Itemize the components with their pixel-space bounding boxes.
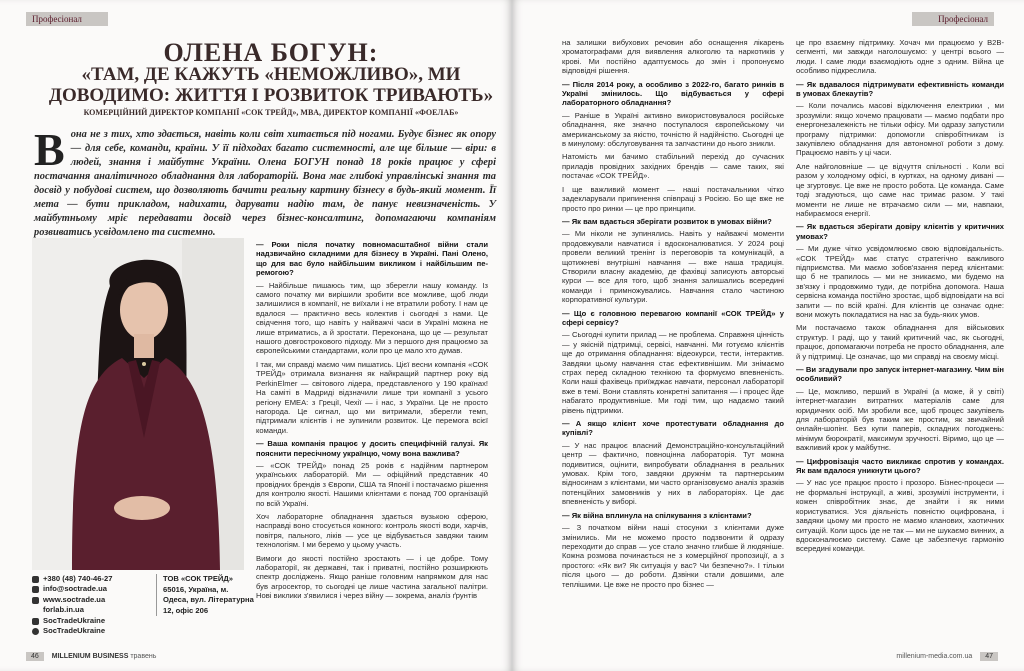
question-8: — Як вдавалося підтримувати ефективність команди в умовах блекаутів? [796,79,1004,99]
article-subtitle: КОМЕРЦІЙНИЙ ДИРЕКТОР КОМПАНІЇ «СОК ТРЕЙД», MBA, ДИРЕКТОР КОМПАНІЇ «ФОЕЛАБ» [83,108,459,117]
answer-10: — Це, можливо, перший в Україні (а може, й у світі) інтернет-магазин витратних матеріалів саме для юридичних осіб. Ми зробили все, щоб процес закупівель для лабораторій був таким же простим, як звичайний онлайн-шопінг. Без купи паперів, складних погоджень: мінімум бюрократії, максимум зручності. Віримо, що це — важливий крок у майбутнє. [796,386,1004,453]
contact-site-1[interactable]: www.soctrade.ua [32,595,244,606]
globe-icon [32,597,39,604]
page-number: 46 [26,652,44,661]
answer-8: — Коли почались масові відключення електрики , ми зрозуміли: якщо хочемо працювати — маємо подбати про енергонезалежність не тільки офісу. Ми одразу запустили програму підтримки: допомогли співробітникам із закупівлею обладнання для автономної роботи з дому. Працюємо навіть у ці часи. [796,101,1004,158]
email-icon [32,586,39,593]
answer-5: — Сьогодні купити прилад — не проблема. Справжня цінність — у якісній підтримці, сервісі, навчанні. Ми готуємо клієнтів ще до отримання обладнання: відеокурси, тести, інтерактив. Завдяки цьому навчання стає ефективнішим. Ми знімаємо страх перед складною технікою та формуємо впевненість. Коли наші фахівець приїжджає навчати, персонал лабораторії вже в темі. Вони ставлять конкретні запитання — і процес йде набагато продуктивніше. Ми годі тим, що надаємо такий рівень підтримки. [562,330,784,415]
question-2: — Ваша компанія працює у досить специфічній галузі. Як пояснити пересічному українцю, чому вона важлива? [256,439,488,458]
answer-9b: Ми постачаємо також обладнання для військових структур. І раді, що у такий критичний час, як сьогодні, працює, допомагаючи потреба не просто обладнання, але й у підтримці. Це означає, що ми справді на своєму місці. [796,323,1004,361]
left-column-text [256,240,488,605]
article-title-quote: «ТАМ, ДЕ КАЖУТЬ «НЕМОЖЛИВО», МИ ДОВОДИМО: ЖИТТЯ І РОЗВИТОК ТРИВАЮТЬ» [48,64,494,106]
contacts-block [32,573,254,644]
question-5: — Що є головною перевагою компанії «СОК ТРЕЙД» у сфері сервісу? [562,308,784,327]
answer-6: — У нас працює власний Демонстраційно-консультаційний центр — фактично, повноцінна лабораторія. Тут можна подивитися, оцінити, випробувати обладнання в реальних умовах. Крім того, завдяки дружнім та партнерським відносинам з клієнтами, ми часто організовуємо аналіз зразків потенційних замовників у них в лабораторіях. Це дає впевненість у виборі. [562,440,784,507]
right-column-1 [562,38,784,593]
right-column-2 [796,38,1004,558]
question-11: — Цифровізація часто викликає спротив у командах. Як вам вдалося уникнути цього? [796,456,1004,476]
section-tab: Професіонал [912,12,994,26]
continued-text: на залишки вибухових речовин або оснащення лікарень хроматографами для виявлення алкоголю та наркотиків у крові. Ми постійно адаптуємось до змін і пропонуємо відповідні рішення. [562,38,784,76]
contact-email[interactable]: info@soctrade.ua [32,585,244,596]
answer-11: — У нас усе працює просто і прозоро. Бізнес-процеси — не формальні інструкції, а живі, зрозумілі інструменти, і кожен співробітник знає, де знайти і як ними користуватися. Уся діяльність повністю оцифрована, і завдяки цьому ми просто не маємо кланових, хаотичних ситуацій. Коли щось іде не так — ми не шукаємо винних, а вдосконалюємо систему. Саме це забезпечує гармонію всередині команди. [796,478,1004,554]
question-4: — Як вам вдається зберігати розвиток в умовах війни? [562,216,772,226]
article-title-name: ОЛЕНА БОГУН: [163,38,379,67]
lead-paragraph [34,124,496,240]
answer-3c: І ще важливий момент — наші постачальники чітко задекларували припинення співпраці з Росією. Бо ще вже не просто про ринки — це про принципи. [562,184,784,213]
contact-social-1[interactable]: SocTradeUkraine [32,616,244,627]
continued-text-2: це про взаємну підтримку. Хочач ми працюємо у B2B-сегменті, ми завжди наголошуємо: у центрі всього — люди. І саме люди взаємодіють одне з одним. Війна це особливо підкреслила. [796,38,1004,76]
page-number: 47 [980,652,998,661]
website: millenium-media.com.ua [896,653,973,660]
answer-4: — Ми ніколи не зупинялись. Навіть у найважчі моменти продовжували навчатися і вдосконалюватися. У 2024 році провели великий тренінг із переговорів та комунікацій, а щотижневі внутрішні навчання — вже наша традиція. Створили власну академію, де фахівці записують авторські курси — все для того, щоб знання залишались всередині команди і примножувались. Навчання стало частиною корпоративної культури. [562,229,784,305]
answer-2b: Хоч лабораторне обладнання здається вузькою сферою, насправді воно стосується кожного: контроль якості води, харчів, повітря, пального, ліків — усе це відбувається завдяки таким технологіям. І ми беремо у цьому участь. [256,511,488,550]
answer-3: — Раніше в Україні активно використовувалося російське обладнання, яке значно поступалося європейському чи американському за якістю, точністю й надійністю. Сьогодні це в минулому: обслуговування та запчастини до нього зникли. [562,110,784,149]
drop-cap: В [34,124,65,175]
question-7: — Як війна вплинула на спілкування з клієнтами? [562,510,752,520]
answer-8b: Але найголовніше — це відчуття спільності . Коли всі разом у холодному офісі, в куртках, на одному дивані — це згуртовує. Це вже не просто робота. Це команда. Саме тоді згадуються, що саме нас тримає разом. У такі моменти не лише не втрачаємо сили — ми, навпаки, набираємося енергії. [796,161,1004,218]
right-footer [896,652,998,661]
phone-icon [32,576,39,583]
answer-1: — Найбільше пишаюсь тим, що зберегли нашу команду. Із самого початку ми вирішили зробити все можливе, щоб люди залишилися в компанії, не виїхали і не втратили роботу. І нам це вдалося — практично весь колектив і сьогодні з нами. Це свідчення того, що навіть у найважчі часи в Україні можна не лише втриматись, а й зростати. Переконана, що це — результат нашого довгострокового підходу. Ми з першого дня працюємо за європейськими стандартами, коли про це мало хто думав. [256,280,488,356]
section-tab: Професіонал [26,12,108,26]
right-page [512,0,1024,671]
facebook-icon [32,628,39,635]
contact-site-2[interactable]: forlab.in.ua [32,606,244,617]
blank-icon [32,607,39,614]
question-3: — Після 2014 року, а особливо з 2022-го, багато ринків в Україні змінилось. Що відбувається у сфері лабораторного обладнання? [562,79,784,108]
answer-9: — Ми дуже чітко усвідомлюємо свою відповідальність. «СОК ТРЕЙД» має статус стратегічно важливого підприємства. Ми маємо зобов'язання перед клієнтами: що б не трапилось — ми не зникаємо, ми будемо на зв'язку і продовжимо туди, де потрібна допомога. Наша сервісна команда постійно зростає, щоб відповідати на всі запити — по всій країні. Для клієнтів це означає одне: вони можуть покладатися на нас за будь-яких умов. [796,244,1004,319]
portrait-illustration [32,238,244,570]
left-footer [26,652,156,661]
answer-7: — З початком війни наші стосунки з клієнтами дуже змінились. Ми не можемо просто подзвонити й одразу переходити до справ — усе стало значно глибше й людяніше. Кожна розмова починається не з комерційної пропозиції, а з простого: «Як ви? Як ситуація у вас? Чи безпечно?». І тільки після цього — до роботи. Дзвінки стали довшими, але теплішими. Це вже не просто про бізнес — [562,523,784,589]
answer-2c: Вимоги до якості постійно зростають — і це добре. Тому лабораторії, як державні, так і приватні, постійно розширюють спектр досліджень. Якщо раніше головним напрямком для нас був агросектор, то сьогодні це лише частина загальної палітри. Нові виклики з'явилися і через війну — зокрема, аналіз ґрунтів [256,553,488,601]
question-10: — Ви згадували про запуск інтернет-магазину. Чим він особливий? [796,365,1004,384]
question-6: — А якщо клієнт хоче протестувати обладнання до купівлі? [562,419,784,438]
portrait-photo [32,238,244,570]
question-1: — Роки після початку повномасштабної війни стали надзвичайно складними для бізнесу в Україні. Пані Олено, що для вас було найбільшим викликом і найбільшим перемогою? [256,240,488,278]
social-icon [32,618,39,625]
answer-2: — «СОК ТРЕЙД» понад 25 років є надійним партнером українських лабораторій. Ми — офіційний представник 40 провідних брендів з Європи, США та Японії і постачаємо рішення для контролю якості. Нашими клієнтами є понад 700 організацій по всій Україні. [256,460,488,508]
question-9: — Як вдається зберігати довіру клієнтів у критичних умовах? [796,222,1004,241]
company-address: ТОВ «СОК ТРЕЙД» 65016, Україна, м. Одеса, вул. Літературна 12, офіс 206 [156,574,255,616]
contact-phone: +380 (48) 740-46-27 [32,574,244,585]
magazine-name: MILLENIUM BUSINESS [51,653,129,660]
issue-month: травень [130,653,157,660]
contact-social-2[interactable]: SocTradeUkraine [32,627,244,638]
lead-text: она не з тих, хто здається, навіть коли світ хитається під ногами. Будує бізнес як опору — для себе, команди, країни. У її підходах багато системності, але ще більше — віри: в людей, знання і майбутнє України. Олена БОГУН понад 18 років працює у сфері постачання аналітичного обладнання для лабораторій. Вона має глибокі управлінські знання та досвід у побудові систем, що дозволяють бачити реальну картину бізнесу в будь-який момент. Її мета — бути прикладом, надихати, дарувати надію там, де панує невизначеність. У майбутньому мріє передавати досвід через бізнес-консалтинг, допомагаючи компаніям розвиватись усвідомлено та системно. [34,129,496,238]
answer-1b: І так, ми справді маємо чим пишатись. Цієї весни компанія «СОК ТРЕЙД» отримала визнання як найкращий партнер року від PerkinElmer — світового лідера, представленого у 190 країнах! На саміті в Мадриді відзначили лише три компанії з усього регіону EMEA: з Греції, Чехії — і нас, з України. Це не просто нагорода. Це сигнал, що ми витримали, зберегли темп, підтримали клієнтів і не зупинили розвиток. Це перемога всієї команди. [256,359,488,435]
answer-3b: Натомість ми бачимо стабільний перехід до сучасних приладів провідних західних брендів — саме таких, які постачає «СОК ТРЕЙД». [562,152,784,181]
